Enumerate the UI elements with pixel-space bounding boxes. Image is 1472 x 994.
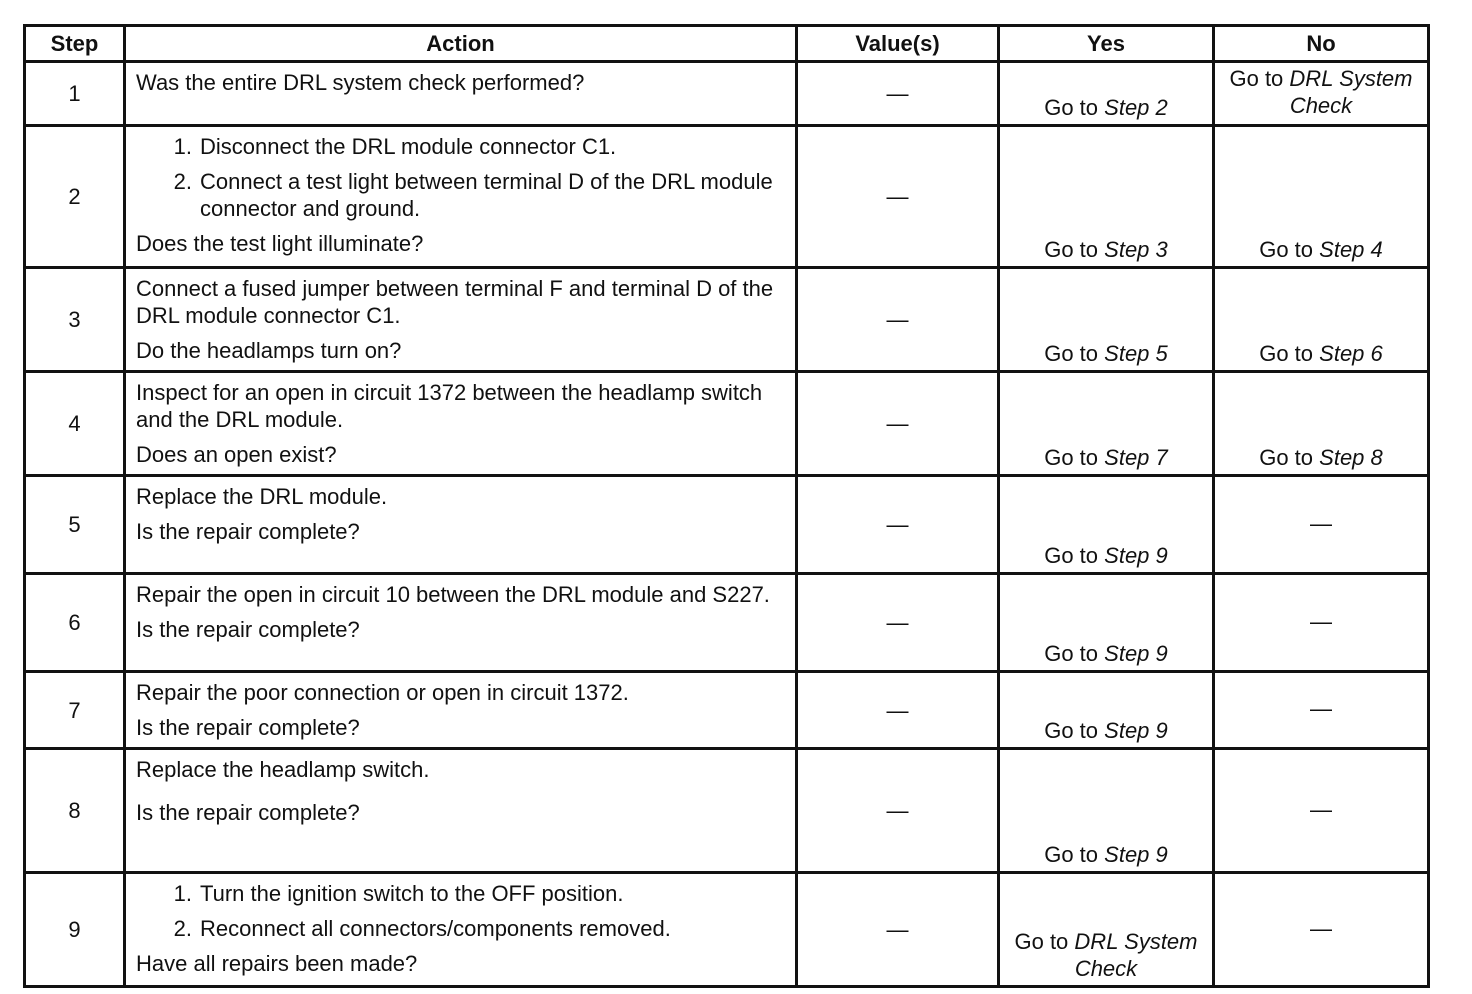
yes-cell	[999, 873, 1214, 987]
action-cell	[125, 372, 797, 476]
yes-goto[interactable]	[1000, 94, 1212, 121]
value-cell	[797, 268, 999, 372]
value-text: —	[886, 697, 909, 723]
yes-goto-prefix: Go to	[1044, 718, 1099, 743]
no-none: —	[1310, 696, 1332, 721]
value-text: —	[886, 81, 909, 106]
table-row	[25, 873, 1429, 987]
action-item-text: Reconnect all connectors/components removed.	[200, 916, 671, 941]
action-instruction: Connect a fused jumper between terminal F and terminal D of the DRL module connector C1.	[136, 276, 774, 328]
action-question: Was the entire DRL system check performed?	[136, 70, 585, 95]
yes-cell	[999, 476, 1214, 574]
table-row	[25, 476, 1429, 574]
action-question: Do the headlamps turn on?	[136, 338, 402, 363]
yes-cell	[999, 574, 1214, 672]
action-cell	[125, 873, 797, 987]
value-text: —	[886, 798, 909, 823]
step-number: 2	[25, 126, 125, 268]
yes-cell	[999, 126, 1214, 268]
action-instruction: Inspect for an open in circuit 1372 between the headlamp switch and the DRL module.	[136, 380, 763, 432]
no-goto[interactable]	[1215, 444, 1427, 471]
action-list	[136, 133, 785, 222]
no-cell	[1214, 62, 1429, 126]
step-number: 7	[25, 672, 125, 749]
action-question: Is the repair complete?	[136, 800, 360, 825]
yes-goto-prefix: Go to	[1014, 929, 1069, 954]
yes-cell	[999, 268, 1214, 372]
value-text: —	[886, 610, 909, 635]
action-item-text: Disconnect the DRL module connector C1.	[200, 134, 617, 159]
no-none: —	[1310, 510, 1332, 536]
action-cell	[125, 126, 797, 268]
yes-goto-prefix: Go to	[1044, 341, 1099, 366]
no-goto-target: DRL System Check	[1289, 66, 1413, 118]
action-cell	[125, 574, 797, 672]
yes-goto-target: Step 2	[1104, 95, 1168, 120]
action-item-number: 2.	[173, 169, 192, 194]
yes-goto-prefix: Go to	[1044, 543, 1099, 568]
action-item-text: Connect a test light between terminal D of the DRL module connector and ground.	[200, 169, 773, 221]
yes-goto-prefix: Go to	[1044, 95, 1099, 120]
step-number: 3	[25, 268, 125, 372]
header-action: Action	[125, 26, 797, 62]
header-row	[25, 26, 1429, 62]
yes-goto-target: DRL System Check	[1074, 929, 1198, 981]
yes-goto-prefix: Go to	[1044, 842, 1099, 867]
action-question: Have all repairs been made?	[136, 951, 418, 976]
table-row	[25, 126, 1429, 268]
table-row	[25, 749, 1429, 873]
action-list-item	[136, 133, 785, 160]
no-cell	[1214, 372, 1429, 476]
action-cell	[125, 749, 797, 873]
action-list-item	[136, 880, 785, 907]
no-none: —	[1310, 915, 1332, 941]
value-cell	[797, 476, 999, 574]
no-goto-prefix: Go to	[1259, 445, 1314, 470]
diagnostic-steps-table	[23, 24, 1430, 988]
value-text: —	[886, 917, 909, 942]
no-goto[interactable]	[1215, 65, 1427, 119]
yes-goto-target: Step 9	[1104, 641, 1168, 666]
no-goto-target: Step 4	[1319, 237, 1383, 262]
yes-goto-prefix: Go to	[1044, 445, 1099, 470]
no-cell	[1214, 574, 1429, 672]
yes-goto[interactable]	[1000, 444, 1212, 471]
table-row	[25, 672, 1429, 749]
action-question: Does the test light illuminate?	[136, 231, 424, 256]
no-goto[interactable]	[1215, 236, 1427, 263]
action-list-item	[136, 915, 785, 942]
value-cell	[797, 62, 999, 126]
value-text: —	[886, 184, 909, 209]
action-cell	[125, 476, 797, 574]
no-goto-prefix: Go to	[1259, 237, 1314, 262]
yes-goto[interactable]	[1000, 717, 1212, 744]
action-list-item	[136, 168, 785, 222]
action-item-text: Turn the ignition switch to the OFF position.	[200, 881, 624, 906]
step-number: 4	[25, 372, 125, 476]
yes-goto[interactable]	[1000, 542, 1212, 569]
no-goto-prefix: Go to	[1229, 66, 1284, 91]
yes-goto-prefix: Go to	[1044, 237, 1099, 262]
no-goto-target: Step 6	[1319, 341, 1383, 366]
value-cell	[797, 749, 999, 873]
table-row	[25, 62, 1429, 126]
action-question: Is the repair complete?	[136, 519, 360, 544]
table-row	[25, 268, 1429, 372]
no-goto[interactable]	[1215, 340, 1427, 367]
value-cell	[797, 574, 999, 672]
yes-goto-target: Step 9	[1104, 543, 1168, 568]
table-row	[25, 372, 1429, 476]
yes-cell	[999, 749, 1214, 873]
value-text: —	[886, 307, 909, 332]
table-row	[25, 574, 1429, 672]
value-cell	[797, 672, 999, 749]
action-list	[136, 880, 785, 942]
step-number: 6	[25, 574, 125, 672]
step-number: 1	[25, 62, 125, 126]
no-goto-prefix: Go to	[1259, 341, 1314, 366]
yes-cell	[999, 372, 1214, 476]
header-values: Value(s)	[797, 26, 999, 62]
no-cell	[1214, 672, 1429, 749]
header-yes: Yes	[999, 26, 1214, 62]
value-cell	[797, 126, 999, 268]
action-cell	[125, 62, 797, 126]
action-question: Is the repair complete?	[136, 715, 360, 740]
action-instruction: Repair the open in circuit 10 between the DRL module and S227.	[136, 582, 770, 607]
yes-cell	[999, 62, 1214, 126]
value-cell	[797, 873, 999, 987]
value-text: —	[886, 512, 909, 537]
action-instruction: Replace the DRL module.	[136, 484, 388, 509]
yes-goto-target: Step 5	[1104, 341, 1168, 366]
value-cell	[797, 372, 999, 476]
action-item-number: 1.	[173, 881, 192, 906]
yes-goto[interactable]	[1000, 928, 1212, 982]
action-cell	[125, 672, 797, 749]
no-goto-target: Step 8	[1319, 445, 1383, 470]
yes-goto-target: Step 9	[1104, 718, 1168, 743]
no-cell	[1214, 476, 1429, 574]
no-none: —	[1310, 608, 1332, 634]
header-no: No	[1214, 26, 1429, 62]
no-cell	[1214, 268, 1429, 372]
yes-goto-prefix: Go to	[1044, 641, 1099, 666]
yes-goto[interactable]	[1000, 340, 1212, 367]
action-instruction: Repair the poor connection or open in circuit 1372.	[136, 680, 629, 705]
step-number: 8	[25, 749, 125, 873]
action-instruction: Replace the headlamp switch.	[136, 757, 430, 782]
value-text: —	[886, 411, 909, 436]
header-step: Step	[25, 26, 125, 62]
no-cell	[1214, 749, 1429, 873]
action-item-number: 1.	[173, 134, 192, 159]
yes-goto[interactable]	[1000, 236, 1212, 263]
yes-cell	[999, 672, 1214, 749]
yes-goto[interactable]	[1000, 640, 1212, 667]
yes-goto[interactable]	[1000, 841, 1212, 868]
no-none: —	[1310, 796, 1332, 822]
yes-goto-target: Step 3	[1104, 237, 1168, 262]
action-item-number: 2.	[173, 916, 192, 941]
no-cell	[1214, 126, 1429, 268]
yes-goto-target: Step 9	[1104, 842, 1168, 867]
action-question: Is the repair complete?	[136, 617, 360, 642]
yes-goto-target: Step 7	[1104, 445, 1168, 470]
step-number: 9	[25, 873, 125, 987]
action-question: Does an open exist?	[136, 442, 337, 467]
step-number: 5	[25, 476, 125, 574]
action-cell	[125, 268, 797, 372]
no-cell	[1214, 873, 1429, 987]
